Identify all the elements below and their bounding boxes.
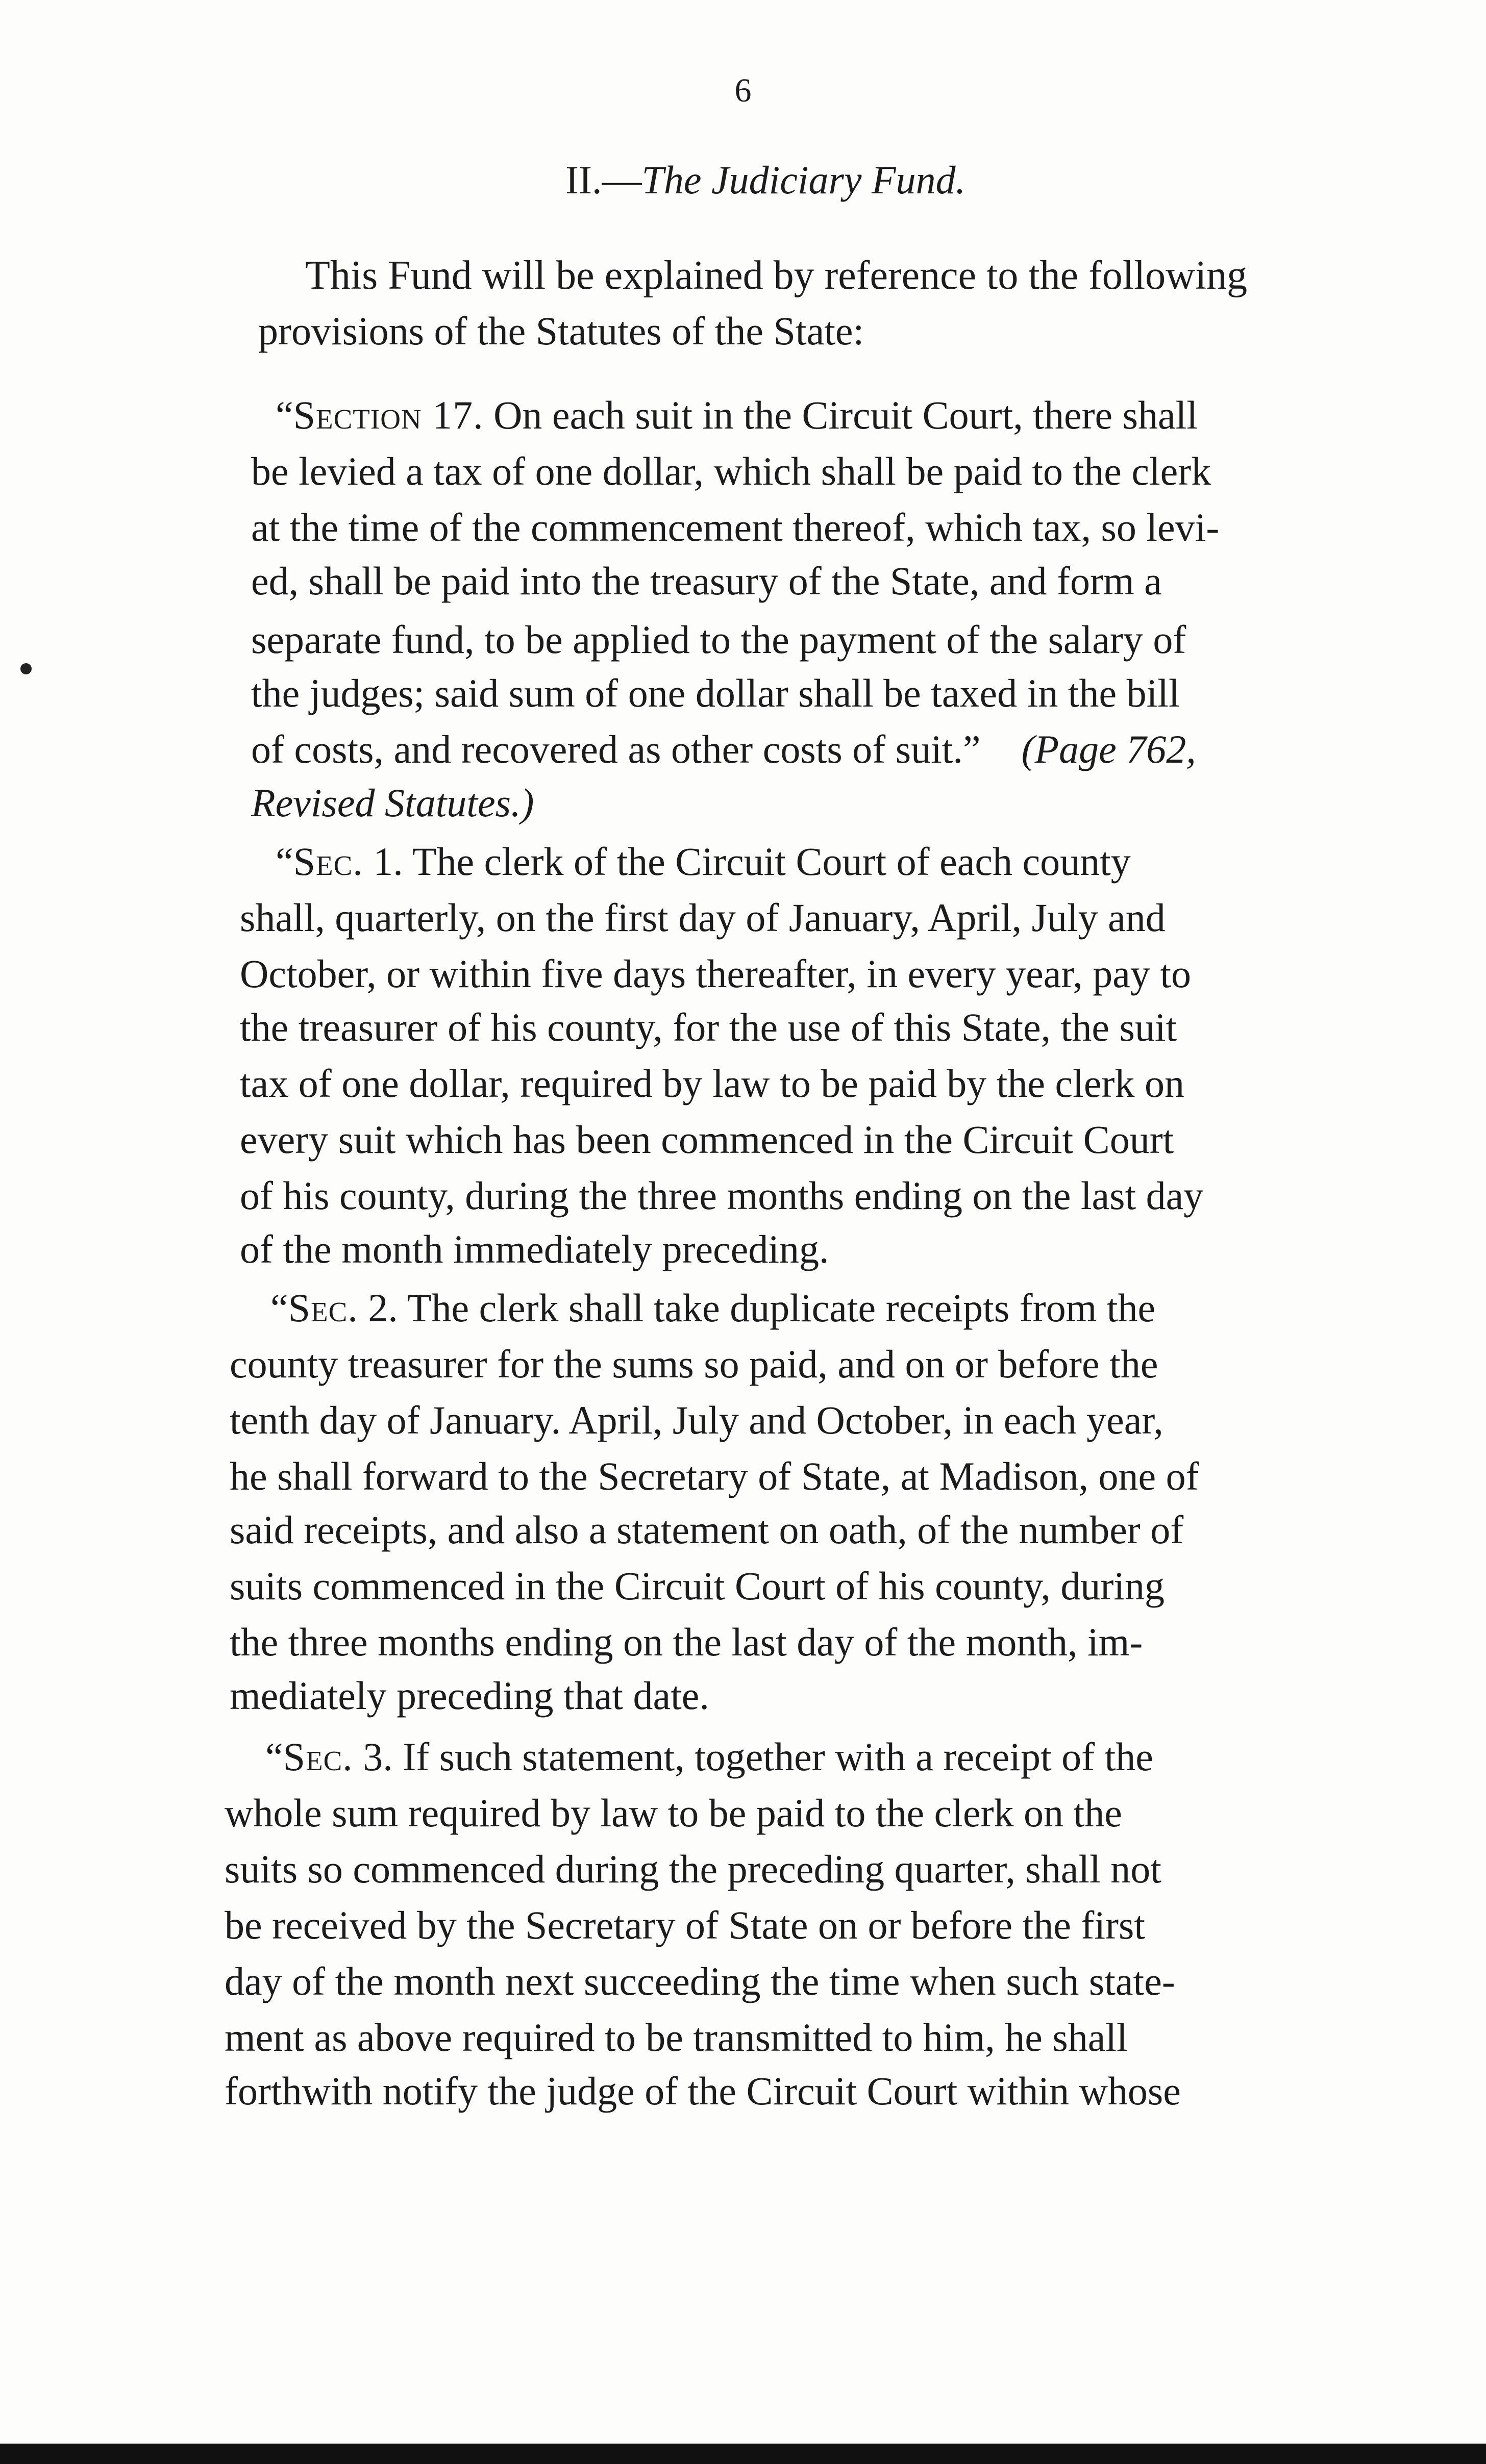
sec2-line: he shall forward to the Secretary of State, at Madison, one of <box>230 1454 1199 1498</box>
section17-line: the judges; said sum of one dollar shall be taxed in the bill <box>251 671 1180 715</box>
intro-line: This Fund will be explained by reference to the following <box>305 253 1248 298</box>
opening-quote: “ <box>276 839 293 884</box>
sec1-line: October, or within five days thereafter, in every year, pay to <box>240 951 1192 996</box>
sec2-line: the three months ending on the last day of the month, im- <box>230 1620 1143 1664</box>
sec2-line: suits commenced in the Circuit Court of his county, during <box>230 1564 1165 1608</box>
sec1-line: of his county, during the three months ending on the last day <box>240 1173 1204 1218</box>
sec1-label: Sec. <box>293 839 363 884</box>
sec1-line: every suit which has been commenced in the Circuit Court <box>240 1117 1174 1162</box>
sec3-line: day of the month next succeeding the time when such state- <box>225 1959 1175 2003</box>
sec3-line: whole sum required by law to be paid to the clerk on the <box>225 1791 1122 1835</box>
section17-label: Section 17. <box>293 393 484 437</box>
intro-line: provisions of the Statutes of the State: <box>258 309 864 353</box>
section-heading-prefix: II.— <box>565 158 642 202</box>
sec2-line: mediately preceding that date. <box>230 1673 709 1718</box>
opening-quote: “ <box>270 1286 288 1330</box>
section-heading-title: The Judiciary Fund. <box>641 158 966 202</box>
scan-edge-bar <box>0 2444 1486 2464</box>
section17-line-text: of costs, and recovered as other costs of suit.” <box>251 727 981 771</box>
sec3-line: be received by the Secretary of State on or before the first <box>225 1903 1146 1947</box>
section17-line: be levied a tax of one dollar, which shall be paid to the clerk <box>251 449 1211 493</box>
sec1-line: shall, quarterly, on the first day of January, April, July and <box>240 895 1166 940</box>
section17-line-with-citation <box>251 727 1196 771</box>
page-number: 6 <box>734 72 752 109</box>
section-heading <box>565 157 965 203</box>
sec3-first-line <box>265 1734 1153 1779</box>
sec2-line: said receipts, and also a statement on oath, of the number of <box>230 1507 1184 1552</box>
citation-source: Revised Statutes.) <box>251 781 534 825</box>
section17-line: separate fund, to be applied to the payment of the salary of <box>251 617 1186 662</box>
section17-first-line <box>276 395 1198 435</box>
sec2-first-line <box>270 1288 1155 1328</box>
sec2-line: county treasurer for the sums so paid, and on or before the <box>230 1342 1158 1386</box>
sec2-label: Sec. <box>288 1286 358 1330</box>
sec1-line: the treasurer of his county, for the use of this State, the suit <box>240 1005 1177 1049</box>
opening-quote: “ <box>265 1734 283 1779</box>
citation-page: (Page 762, <box>1021 727 1196 771</box>
sec3-line: suits so commenced during the preceding quarter, shall not <box>225 1847 1161 1891</box>
margin-ink-dot <box>20 663 32 674</box>
sec3-first-line-text: 3. If such statement, together with a receipt of the <box>353 1734 1153 1779</box>
sec1-line: tax of one dollar, required by law to be paid by the clerk on <box>240 1061 1184 1105</box>
sec2-line: tenth day of January. April, July and October, in each year, <box>230 1398 1163 1442</box>
sec1-line: of the month immediately preceding. <box>240 1227 829 1271</box>
section17-line: at the time of the commencement thereof, which tax, so levi- <box>251 505 1220 549</box>
sec1-first-line-text: 1. The clerk of the Circuit Court of each county <box>363 839 1131 884</box>
opening-quote: “ <box>276 393 293 437</box>
section17-first-line-text: On each suit in the Circuit Court, there shall <box>483 393 1198 437</box>
sec3-label: Sec. <box>283 1734 353 1779</box>
sec1-first-line <box>276 839 1131 884</box>
sec3-line: ment as above required to be transmitted to him, he shall <box>225 2015 1128 2059</box>
section17-line: ed, shall be paid into the treasury of the State, and form a <box>251 559 1162 603</box>
sec3-line: forthwith notify the judge of the Circuit Court within whose <box>225 2069 1181 2113</box>
sec2-first-line-text: 2. The clerk shall take duplicate receipts from the <box>358 1286 1156 1330</box>
